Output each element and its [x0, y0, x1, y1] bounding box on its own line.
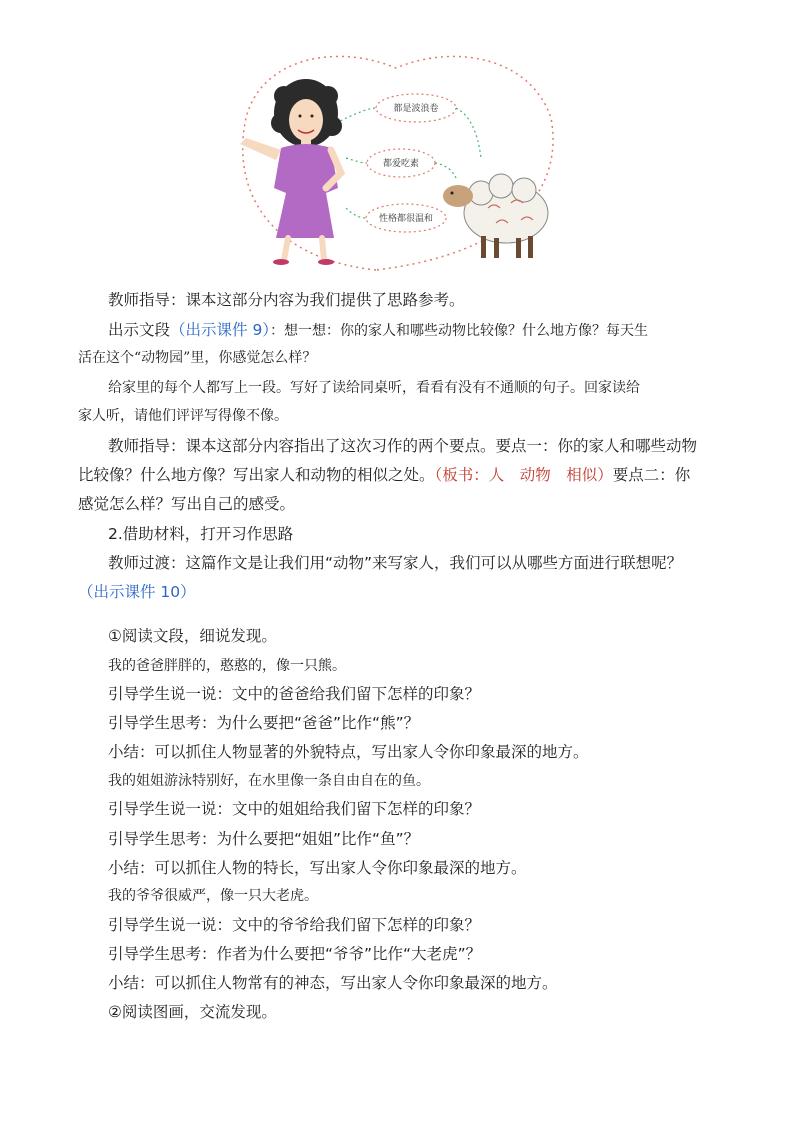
board-writing: （板书：人 动物 相似）: [434, 466, 613, 484]
show-passage-label: 出示文段: [108, 321, 171, 339]
woman-figure: [240, 79, 342, 265]
illustration-woman-and-sheep: [226, 38, 566, 276]
bubble-text-2: 都爱吃素: [382, 159, 420, 169]
bubble-text-1: 都是波浪卷: [393, 104, 439, 114]
example-1: 我的爸爸胖胖的，憨憨的，像一只熊。: [108, 658, 346, 674]
question-3a: 引导学生说一说：文中的爷爷给我们留下怎样的印象？: [108, 916, 481, 934]
example-3: 我的爷爷很威严，像一只大老虎。: [108, 888, 318, 904]
paragraph-teacher-guidance-1: 教师指导：课本这部分内容为我们提供了思路参考。: [108, 291, 465, 309]
courseware-9-tag: （出示课件 9）: [170, 321, 271, 339]
paragraph-write-task-line2: 家人听，请他们评评写得像不像。: [78, 408, 288, 424]
summary-3: 小结：可以抓住人物常有的神态，写出家人令你印象最深的地方。: [108, 974, 558, 992]
summary-1: 小结：可以抓住人物显著的外貌特点，写出家人令你印象最深的地方。: [108, 743, 589, 761]
paragraph-teacher-guidance-2-line1: 教师指导：课本这部分内容指出了这次习作的两个要点。要点一：你的家人和哪些动物: [108, 437, 698, 455]
summary-2: 小结：可以抓住人物的特长，写出家人令你印象最深的地方。: [108, 859, 527, 877]
list-item-1: ①阅读文段，细说发现。: [108, 627, 277, 645]
paragraph-teacher-guidance-2-line3: 感觉怎么样？写出自己的感受。: [78, 495, 296, 513]
example-2: 我的姐姐游泳特别好，在水里像一条自由自在的鱼。: [108, 773, 430, 789]
list-item-2: ②阅读图画，交流发现。: [108, 1003, 277, 1021]
question-2b: 引导学生思考：为什么要把“姐姐”比作“鱼”？: [108, 830, 420, 848]
show-passage-text-a: ：想一想：你的家人和哪些动物比较像？什么地方像？每天生: [270, 323, 649, 339]
guidance-point-two: 要点二：你: [612, 466, 691, 484]
paragraph-teacher-guidance-2-line2: [78, 465, 724, 485]
question-1b: 引导学生思考：为什么要把“爸爸”比作“熊”？: [108, 714, 420, 732]
courseware-10-tag: （出示课件 10）: [78, 583, 196, 601]
paragraph-teacher-transition: 教师过渡：这篇作文是让我们用“动物”来写家人，我们可以从哪些方面进行联想呢？: [108, 554, 683, 572]
paragraph-show-passage-line2: 活在这个“动物园”里，你感觉怎么样？: [78, 350, 317, 366]
question-3b: 引导学生思考：作者为什么要把“爷爷”比作“大老虎”？: [108, 945, 482, 963]
section-heading-2: 2.借助材料，打开习作思路: [108, 525, 294, 543]
bubble-text-3: 性格都很温和: [378, 214, 434, 224]
sheep-figure: [443, 174, 548, 258]
paragraph-show-passage-line1: [108, 320, 724, 341]
paragraph-write-task-line1: 给家里的每个人都写上一段。写好了读给同桌听，看看有没有不通顺的句子。回家读给: [108, 380, 640, 396]
question-2a: 引导学生说一说：文中的姐姐给我们留下怎样的印象？: [108, 800, 481, 818]
question-1a: 引导学生说一说：文中的爸爸给我们留下怎样的印象？: [108, 685, 481, 703]
guidance-point-one: 比较像？什么地方像？写出家人和动物的相似之处。: [78, 466, 435, 484]
